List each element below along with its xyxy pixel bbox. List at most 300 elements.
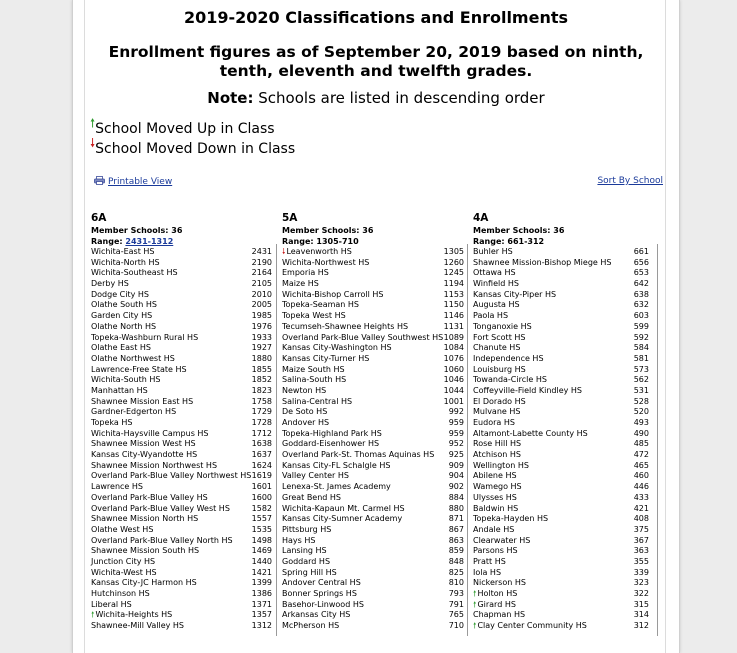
enrollment-range [282, 236, 464, 247]
school-name-cell [282, 600, 364, 611]
school-name: Junction City HS [91, 556, 156, 566]
school-row [473, 600, 649, 611]
school-row [91, 258, 272, 269]
school-name: Emporia HS [282, 268, 329, 278]
school-name-cell [473, 482, 522, 493]
school-row [473, 386, 649, 397]
school-name: Shawnee Mission Northwest HS [91, 460, 218, 470]
school-name-cell [91, 471, 251, 482]
school-row [91, 621, 272, 632]
school-name-cell [282, 578, 361, 589]
enrollment-count: 592 [633, 332, 649, 342]
enrollment-count: 867 [448, 524, 464, 534]
school-name: Kansas City-FL Schalgle HS [282, 460, 391, 470]
school-row [91, 365, 272, 376]
enrollment-count: 323 [633, 578, 649, 588]
school-row [282, 621, 464, 632]
school-row [473, 268, 649, 279]
school-name-cell [282, 290, 383, 301]
school-row [91, 397, 272, 408]
school-name-cell [91, 279, 129, 290]
enrollment-count: 791 [448, 599, 464, 609]
enrollment-count: 1729 [251, 407, 272, 417]
school-name: Nickerson HS [473, 578, 526, 588]
enrollment-count: 562 [633, 375, 649, 385]
school-name-cell [91, 439, 196, 450]
school-row [473, 247, 649, 258]
school-name: Topeka-Hayden HS [473, 514, 549, 524]
enrollment-count: 573 [633, 364, 649, 374]
enrollment-count: 1985 [251, 311, 272, 321]
school-name: Olathe North HS [91, 321, 157, 331]
school-name: Shawnee Mission East HS [91, 396, 194, 406]
enrollment-count: 1312 [251, 621, 272, 631]
enrollment-count: 638 [633, 289, 649, 299]
school-name-cell [91, 621, 184, 632]
school-name: Liberal HS [91, 599, 132, 609]
school-row [282, 322, 464, 333]
school-row [473, 546, 649, 557]
enrollment-count: 1624 [251, 460, 272, 470]
school-name-cell [91, 418, 132, 429]
school-name: Kansas City-Sumner Academy [282, 514, 403, 524]
enrollment-count: 880 [448, 503, 464, 513]
enrollment-count: 959 [448, 428, 464, 438]
school-name-cell [91, 397, 193, 408]
school-name-cell [282, 429, 382, 440]
school-name: Clearwater HS [473, 535, 531, 545]
school-name: Altamont-Labette County HS [473, 428, 588, 438]
enrollment-count: 408 [633, 514, 649, 524]
enrollment-count: 863 [448, 535, 464, 545]
school-row [473, 343, 649, 354]
enrollment-count: 2164 [251, 268, 272, 278]
school-name-cell [282, 568, 337, 579]
school-row [473, 333, 649, 344]
enrollment-count: 363 [633, 546, 649, 556]
school-name: Andover Central HS [282, 578, 361, 588]
school-name-cell [91, 504, 230, 515]
school-name-cell [282, 536, 315, 547]
school-name: Wichita-East HS [91, 247, 155, 256]
school-name: Salina-South HS [282, 375, 347, 385]
school-row [282, 557, 464, 568]
school-row [473, 461, 649, 472]
enrollment-count: 472 [633, 450, 649, 460]
school-name: Topeka HS [91, 418, 133, 427]
school-row [91, 418, 272, 429]
enrollment-count: 1260 [443, 257, 464, 267]
school-name: Newton HS [282, 385, 327, 395]
school-name-cell [282, 525, 331, 536]
enrollment-count: 1001 [443, 396, 464, 406]
school-name: Atchison HS [473, 450, 521, 460]
enrollment-count: 581 [633, 353, 649, 363]
school-name: Topeka-Highland Park HS [282, 428, 382, 438]
enrollment-count: 485 [633, 439, 649, 449]
school-row [473, 279, 649, 290]
school-name-cell [473, 600, 516, 611]
school-name-cell [282, 439, 379, 450]
school-name: Gardner-Edgerton HS [91, 407, 177, 417]
enrollment-count: 902 [448, 482, 464, 492]
school-name-cell [473, 311, 508, 322]
enrollment-count: 1557 [251, 514, 272, 524]
school-name-cell [282, 418, 329, 429]
school-name: De Soto HS [282, 407, 328, 417]
school-row [91, 589, 272, 600]
school-name: Shawnee Mission South HS [91, 546, 200, 556]
school-name: Tecumseh-Shawnee Heights HS [282, 321, 409, 331]
school-name: Valley Center HS [282, 471, 349, 481]
school-name: Goddard-Eisenhower HS [282, 439, 380, 449]
enrollment-count: 1880 [251, 353, 272, 363]
school-name-cell [282, 322, 408, 333]
school-name: Abilene HS [473, 471, 517, 481]
enrollment-count: 1357 [251, 610, 272, 620]
school-name: Andover HS [282, 418, 330, 427]
school-name-cell [282, 354, 369, 365]
school-name: Kansas City-Washington HS [282, 343, 392, 353]
enrollment-count: 2105 [251, 279, 272, 289]
printable-view-label: Printable View [108, 177, 173, 187]
range-label: Range: [282, 237, 314, 246]
school-name: Overland Park-Blue Valley North HS [91, 535, 233, 545]
school-row [91, 354, 272, 365]
school-name-cell [473, 258, 611, 269]
school-row [282, 525, 464, 536]
school-name: Hutchinson HS [91, 589, 150, 598]
school-name-cell [282, 482, 391, 493]
moved-up-icon: 🠕 [473, 621, 477, 631]
school-name-cell [282, 365, 345, 376]
range-link[interactable]: 2431-1312 [125, 237, 174, 246]
school-name-cell [91, 557, 155, 568]
school-name: Wellington HS [473, 460, 529, 470]
enrollment-count: 1399 [251, 578, 272, 588]
class-heading: 4A [473, 212, 489, 224]
school-name-cell [282, 279, 319, 290]
school-row [282, 333, 464, 344]
school-name: Shawnee Mission-Bishop Miege HS [473, 257, 612, 267]
school-name: Dodge City HS [91, 289, 149, 299]
class-heading: 5A [282, 212, 298, 224]
school-row [282, 375, 464, 386]
member-count: Member Schools: 36 [282, 226, 374, 235]
school-name-cell [282, 268, 329, 279]
enrollment-count: 1305 [443, 247, 464, 256]
school-name: Rose Hill HS [473, 439, 522, 449]
school-name: Wamego HS [473, 482, 522, 492]
school-name: Louisburg HS [473, 364, 526, 374]
school-name: Maize HS [282, 279, 319, 289]
enrollment-count: 1084 [443, 343, 464, 353]
school-row [91, 300, 272, 311]
school-name: Eudora HS [473, 418, 515, 427]
school-name-cell [473, 557, 506, 568]
school-name-cell [473, 290, 556, 301]
school-name: Arkansas City HS [282, 610, 351, 620]
school-name: Baldwin HS [473, 503, 519, 513]
school-name: Topeka-Washburn Rural HS [91, 332, 199, 342]
school-name-cell [473, 429, 588, 440]
school-row [91, 461, 272, 472]
enrollment-count: 584 [633, 343, 649, 353]
school-name-cell [91, 375, 160, 386]
school-name-cell [473, 610, 525, 621]
enrollment-count: 825 [448, 567, 464, 577]
school-name: Overland Park-Blue Valley Northwest HS [91, 471, 252, 481]
school-name-cell [91, 525, 153, 536]
school-name-cell [473, 268, 516, 279]
school-name: Towanda-Circle HS [473, 375, 547, 385]
column-divider [276, 244, 277, 636]
school-name: Winfield HS [473, 279, 519, 289]
school-name: Topeka-Seaman HS [282, 300, 360, 310]
school-name: Hays HS [282, 535, 316, 545]
school-name-cell [473, 386, 582, 397]
school-row [282, 450, 464, 461]
school-row [473, 429, 649, 440]
page-subtitle: Enrollment figures as of September 20, 2019 based on ninth, tenth, eleventh and twelfth grades. [108, 43, 644, 80]
school-name-cell [473, 450, 521, 461]
enrollment-count: 531 [633, 385, 649, 395]
enrollment-count: 1823 [251, 385, 272, 395]
enrollment-count: 1131 [443, 321, 464, 331]
school-row [473, 258, 649, 269]
school-name-cell [282, 450, 434, 461]
school-name-cell [282, 311, 346, 322]
enrollment-count: 810 [448, 578, 464, 588]
school-name-cell [282, 589, 357, 600]
school-name-cell [91, 322, 156, 333]
enrollment-count: 1855 [251, 364, 272, 374]
enrollment-count: 1600 [251, 492, 272, 502]
school-row [91, 268, 272, 279]
school-name: Leavenworth HS [286, 247, 352, 256]
school-name-cell [91, 610, 172, 621]
school-name-cell [91, 386, 148, 397]
school-name-cell [282, 300, 359, 311]
school-row [91, 290, 272, 301]
school-name-cell [91, 482, 143, 493]
school-row [473, 578, 649, 589]
school-row [282, 279, 464, 290]
school-name: Overland Park-Blue Valley HS [91, 492, 208, 502]
school-row [282, 471, 464, 482]
enrollment-count: 315 [633, 599, 649, 609]
enrollment-count: 490 [633, 428, 649, 438]
school-name-cell [473, 397, 526, 408]
enrollment-count: 1637 [251, 450, 272, 460]
school-row [473, 418, 649, 429]
school-name: Mulvane HS [473, 407, 521, 417]
school-row [282, 397, 464, 408]
school-row [91, 333, 272, 344]
note-label: Note: [207, 89, 254, 107]
enrollment-count: 1728 [251, 418, 272, 427]
school-name-cell [91, 429, 209, 440]
class-heading: 6A [91, 212, 107, 224]
school-name-cell [91, 247, 154, 258]
school-row [91, 450, 272, 461]
school-row [473, 557, 649, 568]
school-row [473, 471, 649, 482]
school-name-cell [91, 258, 160, 269]
school-name-cell [473, 300, 520, 311]
enrollment-count: 632 [633, 300, 649, 310]
legend-up-label: School Moved Up in Class [95, 121, 275, 137]
column-divider [657, 244, 658, 636]
school-name: Lansing HS [282, 546, 327, 556]
school-name: Derby HS [91, 279, 129, 289]
enrollment-count: 1498 [251, 535, 272, 545]
school-name: Olathe East HS [91, 343, 151, 353]
school-row [282, 343, 464, 354]
school-name: Lenexa-St. James Academy [282, 482, 391, 492]
school-name-cell [473, 589, 517, 600]
school-name: Overland Park-Blue Valley Southwest HS [282, 332, 444, 342]
school-name: Andale HS [473, 524, 515, 534]
school-name: Wichita-Haysville Campus HS [91, 428, 209, 438]
moved-down-icon: 🠗 [282, 247, 286, 256]
enrollment-count: 661 [633, 247, 649, 256]
enrollment-count: 1076 [443, 353, 464, 363]
school-row [282, 610, 464, 621]
school-name-cell [91, 461, 217, 472]
school-row [91, 386, 272, 397]
school-row [282, 407, 464, 418]
school-row [473, 311, 649, 322]
sort-by-school-link[interactable]: Sort By School [597, 176, 663, 186]
enrollment-count: 1927 [251, 343, 272, 353]
school-row [473, 493, 649, 504]
school-row [282, 268, 464, 279]
enrollment-range [473, 236, 649, 247]
school-row [473, 439, 649, 450]
school-name-cell [282, 504, 405, 515]
enrollment-range [91, 236, 272, 247]
school-name-cell [473, 536, 530, 547]
school-name-cell [282, 397, 352, 408]
school-name-cell [282, 461, 390, 472]
school-name-cell [473, 525, 514, 536]
enrollment-count: 421 [633, 503, 649, 513]
enrollment-count: 1060 [443, 364, 464, 374]
school-row [473, 514, 649, 525]
school-name-cell [473, 247, 513, 258]
school-name-cell [473, 365, 526, 376]
school-name: Spring Hill HS [282, 567, 337, 577]
school-name: Holton HS [477, 589, 518, 598]
school-row [91, 439, 272, 450]
school-name-cell [91, 333, 198, 344]
school-name: Goddard HS [282, 556, 331, 566]
class-column-5a [282, 212, 464, 632]
school-name-cell [473, 322, 532, 333]
school-name: Basehor-Linwood HS [282, 599, 364, 609]
school-name-cell [91, 268, 178, 279]
school-name-cell [473, 578, 526, 589]
printable-view-link[interactable] [94, 176, 172, 187]
enrollment-count: 465 [633, 460, 649, 470]
school-name-cell [91, 568, 157, 579]
school-name-cell [473, 568, 501, 579]
school-row [91, 525, 272, 536]
range-value: 1305-710 [316, 237, 359, 246]
enrollment-count: 642 [633, 279, 649, 289]
school-row [473, 407, 649, 418]
enrollment-count: 1194 [443, 279, 464, 289]
school-name: Coffeyville-Field Kindley HS [473, 385, 582, 395]
school-name-cell [473, 343, 520, 354]
school-row [282, 536, 464, 547]
school-name-cell [473, 461, 529, 472]
school-name: McPherson HS [282, 621, 340, 631]
enrollment-count: 528 [633, 396, 649, 406]
enrollment-count: 959 [448, 418, 464, 427]
enrollment-count: 859 [448, 546, 464, 556]
school-name: Shawnee-Mill Valley HS [91, 621, 184, 631]
enrollment-count: 1245 [443, 268, 464, 278]
enrollment-count: 2431 [251, 247, 272, 256]
school-name-cell [282, 375, 346, 386]
school-name-cell [282, 493, 341, 504]
school-name-cell [282, 247, 352, 258]
enrollment-count: 1712 [251, 428, 272, 438]
school-name: Iola HS [473, 567, 502, 577]
school-name: Wichita-Northwest HS [282, 257, 370, 267]
enrollment-count: 1044 [443, 385, 464, 395]
school-row [473, 589, 649, 600]
school-row [473, 322, 649, 333]
enrollment-count: 312 [633, 621, 649, 631]
school-row [91, 247, 272, 258]
school-name-cell [91, 514, 198, 525]
enrollment-count: 2190 [251, 257, 272, 267]
school-name: Kansas City-JC Harmon HS [91, 578, 197, 588]
school-name: Chanute HS [473, 343, 521, 353]
school-name-cell [282, 546, 327, 557]
school-row [473, 621, 649, 632]
school-row [282, 290, 464, 301]
enrollment-count: 1371 [251, 599, 272, 609]
enrollment-count: 2010 [251, 289, 272, 299]
moved-up-icon: 🠕 [91, 610, 95, 620]
school-row [91, 546, 272, 557]
legend-down-label: School Moved Down in Class [95, 141, 296, 157]
enrollment-count: 603 [633, 311, 649, 321]
school-row [91, 279, 272, 290]
enrollment-count: 1153 [443, 289, 464, 299]
school-row [91, 375, 272, 386]
school-row [282, 589, 464, 600]
enrollment-count: 460 [633, 471, 649, 481]
school-row [91, 504, 272, 515]
school-name-cell [473, 354, 544, 365]
school-name-cell [91, 407, 176, 418]
school-row [91, 471, 272, 482]
enrollment-count: 1601 [251, 482, 272, 492]
school-name: El Dorado HS [473, 396, 526, 406]
school-name: Parsons HS [473, 546, 518, 556]
school-name: Wichita-South HS [91, 375, 161, 385]
range-value: 661-312 [507, 237, 545, 246]
enrollment-count: 1758 [251, 396, 272, 406]
school-name: Topeka West HS [282, 311, 346, 321]
school-name: Overland Park-St. Thomas Aquinas HS [282, 450, 435, 460]
enrollment-count: 1976 [251, 321, 272, 331]
